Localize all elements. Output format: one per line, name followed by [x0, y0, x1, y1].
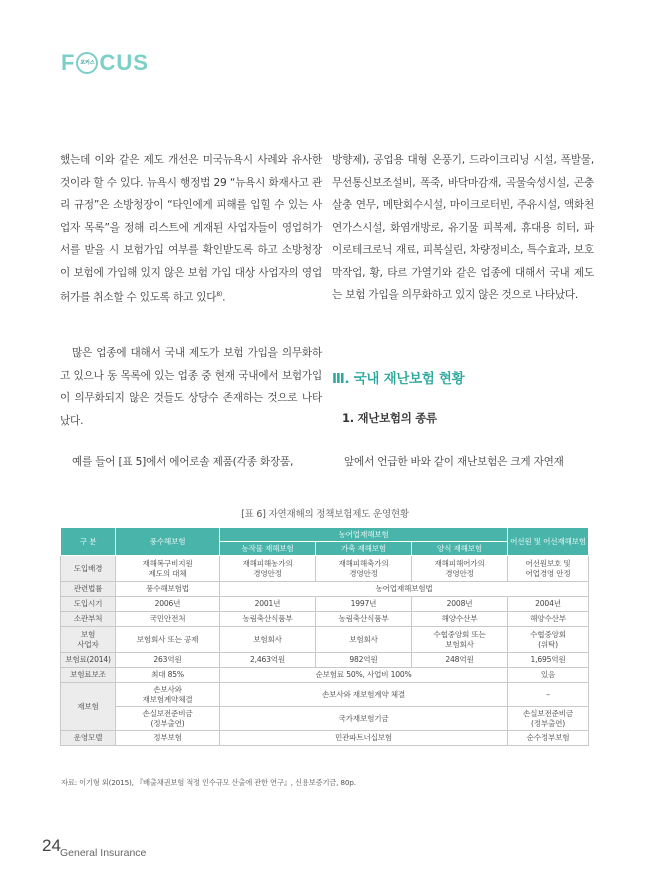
row-label: 도입시기 — [61, 597, 116, 612]
table-cell: 농림축산식품부 — [220, 612, 316, 627]
table-cell: 재해피해축가의 경영안정 — [316, 556, 412, 582]
table-row — [61, 556, 589, 582]
table-cell: 민관파트너십보험 — [220, 731, 508, 746]
head-aquaculture: 양식 재해보험 — [412, 542, 508, 556]
logo-ring-text: 포커스 — [80, 59, 95, 66]
focus-logo — [61, 50, 149, 76]
table-cell: 국민안전처 — [116, 612, 220, 627]
left-column-last — [60, 451, 322, 474]
page-number: 24 — [42, 836, 61, 855]
left-paragraph-1: 했는데 이와 같은 제도 개선은 미국뉴욕시 사례와 유사한 것이라 할 수 있다. 뉴욕시 행정법 29 “뉴욕시 화재사고 관리 규정”은 소방청장이 “타인에게 피해를 입힐 수 있는 사업자 목록”을 정해 리스트에 게재된 사업자들이 영업허가서를 받을 시 보험가입 여부를 확인받도록 하고 소방청장이 보험에 가입해 있지 않은 보험 가입 대상 사업자의 영업허가를 취소할 수 있도록 하고 있다$^{8)}$. — [60, 154, 322, 304]
right-paragraph-1: 방향제), 공업용 대형 온풍기, 드라이크리닝 시설, 폭발물, 무선통신보조설비, 폭죽, 바닥마감재, 곡물숙성시설, 곤충 살충 연무, 메탄회수시설, 마이크로터빈, 주유시설, 액화천연가스시설, 화염개방로, 유기물 피복제, 휴대용 히터, 파이로테크로닉 재료, 피복실린, 차량정비소, 특수효과, 보호막작업, 황, 타르 가열기와 같은 업종에 대해서 국내 제도는 보험 가입을 의무화하고 있지 않은 것으로 나타났다. — [332, 154, 594, 301]
table-row — [61, 612, 589, 627]
table-cell: 2008년 — [412, 597, 508, 612]
table-row — [61, 683, 589, 707]
table-cell: 국가재보험기금 — [220, 707, 508, 731]
table-cell: 2006년 — [116, 597, 220, 612]
table-cell: 982억원 — [316, 653, 412, 668]
left-paragraph-3: 예를 들어 [표 5]에서 에어로솔 제품(각종 화장품, — [72, 456, 294, 468]
table-cell: – — [508, 683, 589, 707]
head-category: 구 분 — [61, 528, 116, 556]
table-cell: 수협중앙회 또는 보험회사 — [412, 627, 508, 653]
table-row — [61, 707, 589, 731]
table-cell: 있음 — [508, 668, 589, 683]
table-cell: 수협중앙회 (위탁) — [508, 627, 589, 653]
table-cell: 어선원보호 및 어업경영 안정 — [508, 556, 589, 582]
table-cell: 최대 85% — [116, 668, 220, 683]
table-cell: 해양수산부 — [508, 612, 589, 627]
right-column — [332, 149, 594, 307]
left-column — [60, 149, 322, 309]
head-fisher: 어선원 및 어선재해보험 — [508, 528, 589, 556]
row-label: 보험료보조 — [61, 668, 116, 683]
head-agri-group: 농어업재해보험 — [220, 528, 508, 542]
table-cell: 해양수산부 — [412, 612, 508, 627]
left-column-lower — [60, 342, 322, 432]
table-cell: 농어업재해보험법 — [220, 582, 589, 597]
table-cell: 재해복구비지원 제도의 대체 — [116, 556, 220, 582]
publication-name: General Insurance — [60, 847, 147, 859]
table-cell: 순보험료 50%, 사업비 100% — [220, 668, 508, 683]
head-livestock: 가축 재해보험 — [316, 542, 412, 556]
subsection-title: 1. 재난보험의 종류 — [342, 411, 437, 425]
table-cell: 보험회사 또는 공제 — [116, 627, 220, 653]
row-label: 소관부처 — [61, 612, 116, 627]
table-row — [61, 668, 589, 683]
table-cell: 농림축산식품부 — [316, 612, 412, 627]
table-cell: 보험회사 — [220, 627, 316, 653]
table-row — [61, 731, 589, 746]
table-cell: 1997년 — [316, 597, 412, 612]
head-flood: 풍수해보험 — [116, 528, 220, 556]
table-cell: 보험회사 — [316, 627, 412, 653]
head-crop: 농작물 재해보험 — [220, 542, 316, 556]
section-title: Ⅲ. 국내 재난보험 현황 — [332, 371, 465, 387]
row-label: 보험료(2014) — [61, 653, 116, 668]
table-cell: 2001년 — [220, 597, 316, 612]
table-cell: 손보사와 재보험계약 체결 — [220, 683, 508, 707]
table-cell: 순수정부보험 — [508, 731, 589, 746]
table-cell: 풍수해보험법 — [116, 582, 220, 597]
table-cell: 손실보전준비금 (정부출연) — [508, 707, 589, 731]
table-cell: 263억원 — [116, 653, 220, 668]
row-label: 보험 사업자 — [61, 627, 116, 653]
table-row — [61, 597, 589, 612]
logo-letters-cus: CUS — [99, 50, 149, 75]
table-row — [61, 653, 589, 668]
table-row — [61, 627, 589, 653]
row-label: 관련법률 — [61, 582, 116, 597]
logo-letter-f: F — [61, 50, 76, 75]
row-label: 도입배경 — [61, 556, 116, 582]
table-cell: 2004년 — [508, 597, 589, 612]
table-source: 자료: 이기형 외(2015), 『배출채권보험 적정 인수규모 산출에 관한 연구』, 신용보증기금, 80p. — [61, 778, 356, 787]
footnote-ref: 8) — [216, 291, 223, 298]
table-cell: 손보사와 재보험계약체결 — [116, 683, 220, 707]
table-cell: 248억원 — [412, 653, 508, 668]
left-paragraph-2: 많은 업종에 대해서 국내 제도가 보험 가입을 의무화하고 있으나 동 목록에 있는 업종 중 현재 국내에서 보험가입이 의무화되지 않은 것들도 상당수 존재하는 것으로 나타났다. — [60, 347, 322, 427]
table-cell: 1,695억원 — [508, 653, 589, 668]
table-cell: 손실보전준비금 (정부출연) — [116, 707, 220, 731]
table-cell: 정부보험 — [116, 731, 220, 746]
row-label: 재보험 — [61, 683, 116, 731]
row-label: 운영모델 — [61, 731, 116, 746]
table-title: [표 6] 자연재해의 정책보험제도 운영현황 — [241, 509, 409, 520]
table-cell: 재해피해어가의 경영안정 — [412, 556, 508, 582]
table-cell: 2,463억원 — [220, 653, 316, 668]
table-row — [61, 582, 589, 597]
logo-ring — [76, 52, 98, 74]
right-column-last — [332, 451, 594, 474]
disaster-insurance-table — [60, 527, 589, 746]
table-cell: 재해피해농가의 경영안정 — [220, 556, 316, 582]
right-paragraph-2: 앞에서 언급한 바와 같이 재난보험은 크게 자연재 — [344, 456, 564, 468]
